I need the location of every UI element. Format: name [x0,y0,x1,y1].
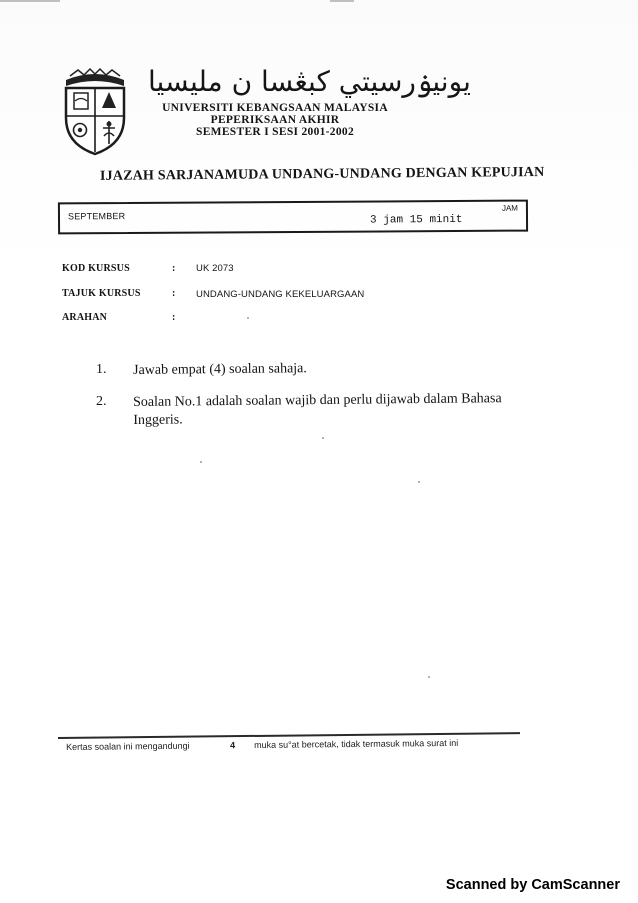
exam-info-box [58,200,528,235]
page-count-note [66,737,526,756]
scan-speck [322,437,324,439]
page-count-suffix: muka su°at bercetak, tidak termasuk muka surat ini [253,737,459,751]
degree-title: IJAZAH SARJANAMUDA UNDANG-UNDANG DENGAN KEPUJIAN [99,164,545,184]
course-title-colon: : [172,288,176,299]
course-code-value: UK 2073 [196,263,234,274]
course-code-colon: : [172,263,176,274]
course-title-label: TAJUK KURSUS [62,288,141,299]
page-count-prefix: Kertas soalan ini mengandungi [66,740,190,752]
instruction-text: Soalan No.1 adalah soalan wajib dan perlu dijawab dalam Bahasa Inggeris. [133,391,502,428]
ukm-crest-logo [60,66,130,156]
instruction-number: 2. [96,394,107,409]
university-name: UNIVERSITI KEBANGSAAN MALAYSIA [162,102,388,114]
instruction-number: 1. [96,362,107,377]
instructions-colon: : [172,312,176,323]
scanner-watermark: Scanned by CamScanner [445,877,620,893]
scan-edge-mark [330,0,354,2]
course-code-label: KOD KURSUS [62,263,130,274]
instruction-text: Jawab empat (4) soalan sahaja. [133,361,307,378]
instructions-label: ARAHAN [62,312,108,323]
page-count: 4 [229,740,236,751]
scan-edge-mark [0,0,60,2]
semester-session: SEMESTER I SESI 2001-2002 [196,126,354,138]
scan-speck [428,676,430,678]
duration-unit-label: JAM [501,203,518,213]
course-title-value: UNDANG-UNDANG KEKELUARGAAN [196,289,365,300]
scan-speck [418,481,420,483]
scan-speck [200,461,202,463]
exam-type: PEPERIKSAAN AKHIR [210,114,340,126]
university-name-jawi: يونيۏرسيتي كبڠسا ن مليسيا [148,65,471,98]
exam-month: SEPTEMBER [67,211,126,222]
scan-speck [247,317,249,319]
exam-duration: 3 jam 15 minit [369,213,463,227]
